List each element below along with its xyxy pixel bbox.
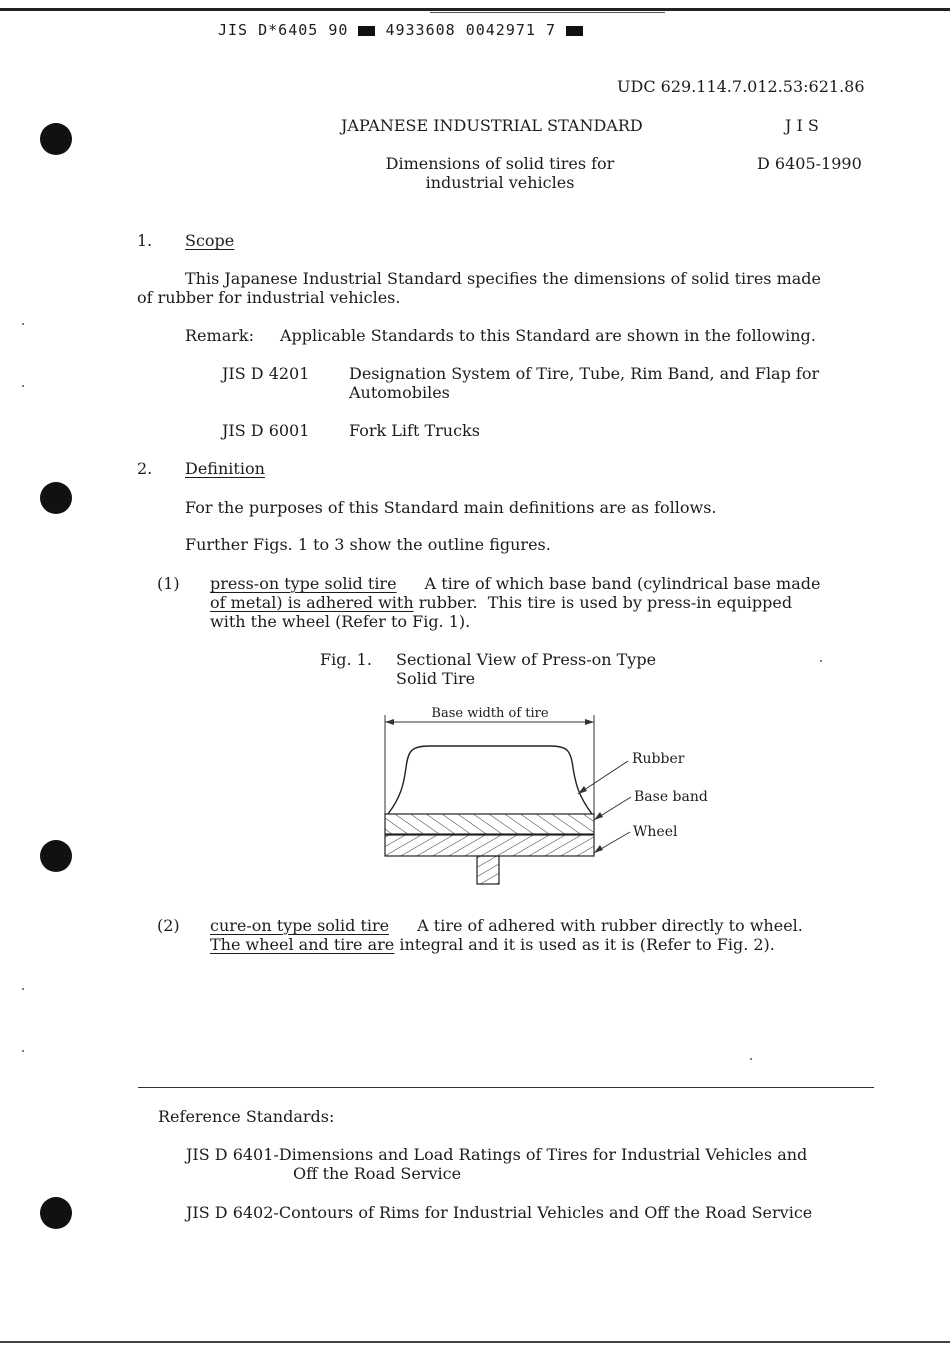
item-text: A tire of which base band (cylindrical base made <box>424 574 821 593</box>
ref-title-line: Automobiles <box>349 383 450 402</box>
item-number: (2) <box>157 916 180 935</box>
scan-speck <box>820 660 822 662</box>
term-cure-on: cure-on type solid tire <box>210 916 390 935</box>
item-text-underlined: of metal) is adhered with <box>210 593 414 612</box>
base-band <box>385 814 594 834</box>
ref-title <box>349 364 819 402</box>
definition-paragraph: Further Figs. 1 to 3 show the outline figures. <box>185 535 551 554</box>
dimension-arrowhead <box>585 719 594 725</box>
code-middle: 4933608 0042971 7 <box>385 21 556 39</box>
punch-hole <box>40 840 72 872</box>
item-line <box>210 935 803 954</box>
figure-caption <box>396 650 656 688</box>
ref-code: JIS D 6001 <box>222 421 310 440</box>
reference-line: Off the Road Service <box>293 1164 462 1183</box>
ref-title: Fork Lift Trucks <box>349 421 480 440</box>
reference-line: JIS D 6401-Dimensions and Load Ratings of Tires for Industrial Vehicles and <box>186 1145 808 1164</box>
item-number: (1) <box>157 574 180 593</box>
rubber-profile <box>388 746 592 814</box>
definition-item-press-on <box>210 574 820 631</box>
figure-1-sectional-view <box>370 698 730 898</box>
item-line <box>210 916 803 935</box>
item-text: A tire of adhered with rubber directly to wheel. <box>417 916 803 935</box>
leader-arrowhead <box>594 812 603 820</box>
reference-heading: Reference Standards: <box>158 1107 335 1126</box>
section-heading-definition: Definition <box>185 459 265 478</box>
caption-line: Solid Tire <box>396 669 476 688</box>
title-line: industrial vehicles <box>425 173 575 192</box>
standard-number: D 6405-1990 <box>757 154 862 173</box>
jis-label: J I S <box>785 116 819 135</box>
ref-code: JIS D 4201 <box>222 364 310 383</box>
term-press-on: press-on type solid tire <box>210 574 397 593</box>
title-line: Dimensions of solid tires for <box>385 154 615 173</box>
document-code-line <box>218 21 583 39</box>
definition-item-cure-on <box>210 916 803 954</box>
document-title <box>370 154 630 192</box>
remark-label: Remark: <box>185 326 254 345</box>
punch-hole <box>40 1197 72 1229</box>
item-text: integral and it is used as it is (Refer to Fig. 2). <box>394 935 775 954</box>
reference-item <box>186 1145 807 1183</box>
scan-bottom-border <box>0 1341 950 1343</box>
item-text: rubber. This tire is used by press-in equipped <box>413 593 793 612</box>
reference-item: JIS D 6402-Contours of Rims for Industrial Vehicles and Off the Road Service <box>186 1203 813 1222</box>
wheel-web <box>477 856 499 884</box>
organization-title: JAPANESE INDUSTRIAL STANDARD <box>341 116 643 135</box>
footnote-rule <box>138 1087 874 1088</box>
paragraph-line: This Japanese Industrial Standard specifies the dimensions of solid tires made <box>185 269 821 288</box>
ref-title-line: Designation System of Tire, Tube, Rim Band, and Flap for <box>349 364 820 383</box>
code-left: JIS D*6405 90 <box>218 21 349 39</box>
item-line <box>210 574 820 593</box>
caption-line: Sectional View of Press-on Type <box>396 650 657 669</box>
figure-label: Fig. 1. <box>320 650 372 669</box>
scan-speck <box>22 385 24 387</box>
item-line: with the wheel (Refer to Fig. 1). <box>210 612 471 631</box>
item-text-underlined: The wheel and tire are <box>210 935 395 954</box>
scan-speck <box>22 1050 24 1052</box>
punch-hole <box>40 123 72 155</box>
scan-top-line <box>430 12 665 13</box>
leader-arrowhead <box>594 845 603 853</box>
punch-hole <box>40 482 72 514</box>
scan-speck <box>750 1058 752 1060</box>
callout-base-band: Base band <box>634 789 708 805</box>
paragraph-line: of rubber for industrial vehicles. <box>137 288 401 307</box>
dimension-label: Base width of tire <box>431 706 549 721</box>
dimension-arrowhead <box>385 719 394 725</box>
section-number: 2. <box>137 459 153 478</box>
item-line <box>210 593 820 612</box>
wheel-rim <box>385 835 594 856</box>
udc-number: UDC 629.114.7.012.53:621.86 <box>617 77 865 96</box>
code-block-mark <box>566 26 583 36</box>
scan-speck <box>22 988 24 990</box>
section-number: 1. <box>137 231 153 250</box>
scan-top-border <box>0 8 950 11</box>
section-heading-scope: Scope <box>185 231 235 250</box>
leader-arrowhead <box>578 786 587 794</box>
scope-paragraph <box>137 269 821 307</box>
callout-rubber: Rubber <box>632 751 685 767</box>
code-block-mark <box>358 26 375 36</box>
callout-wheel: Wheel <box>633 824 678 840</box>
definition-paragraph: For the purposes of this Standard main definitions are as follows. <box>185 498 717 517</box>
scan-speck <box>22 323 24 325</box>
remark-text: Applicable Standards to this Standard are shown in the following. <box>280 326 816 345</box>
